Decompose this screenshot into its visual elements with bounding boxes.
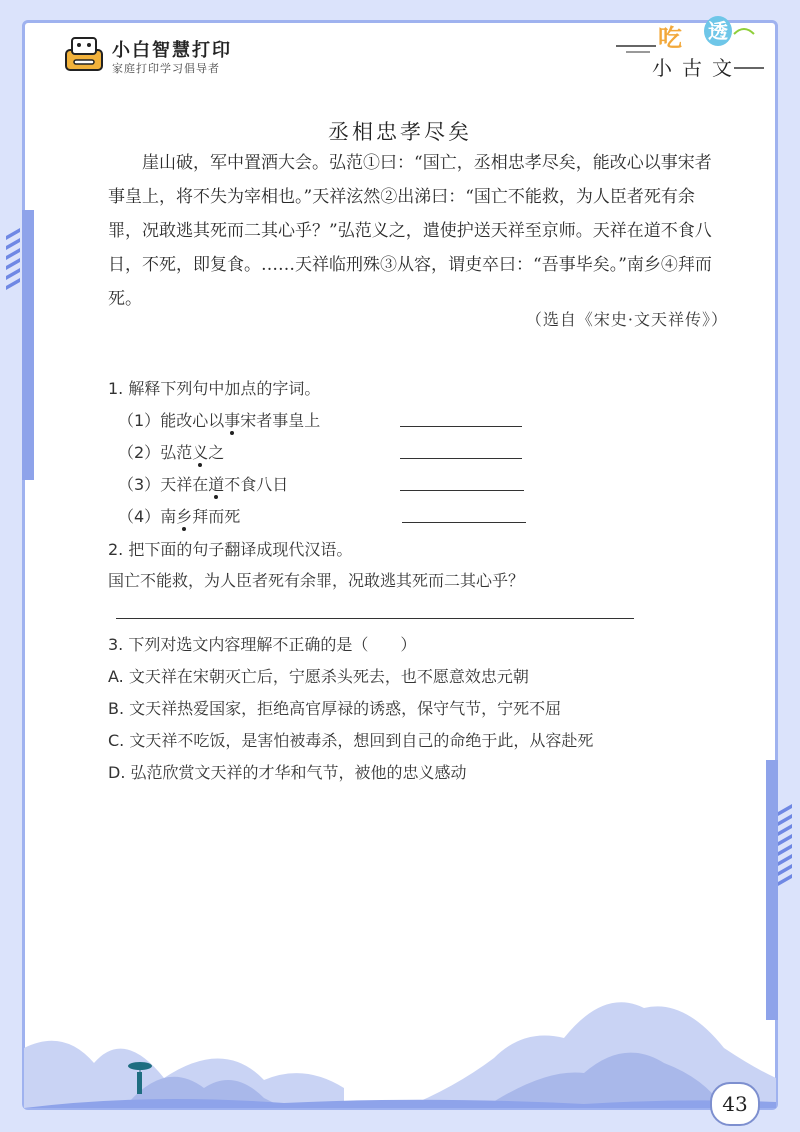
page-number: 43 (710, 1082, 760, 1126)
q1-item-4 (118, 504, 240, 527)
q1-item-1 (118, 408, 320, 431)
q1-item-text: 天祥在 (160, 475, 209, 494)
q1-item-text: 宋者事皇上 (240, 411, 321, 430)
logo-subtitle: 家庭打印学习倡导者 (112, 62, 220, 75)
brand-mark (612, 12, 772, 82)
q1-item-text: 不食八日 (224, 475, 289, 494)
dotted-word: 道 (208, 475, 225, 494)
dotted-word: 义 (192, 443, 209, 462)
brand-char-tou: 透 (704, 16, 732, 46)
answer-blank-2[interactable] (400, 458, 522, 459)
logo (62, 34, 302, 78)
answer-blank-4[interactable] (402, 522, 526, 523)
article-paragraph: 崖山破，军中置酒大会。弘范①曰：“国亡，丞相忠孝尽矣，能改心以事宋者事皇上，将不失为宰相也。”天祥泫然②出涕曰：“国亡不能救，为人臣者死有余罪，况敢逃其死而二其心乎？”弘范义之，遣使护送天祥至京师。天祥在道不食八日，不死，即复食。……天祥临刑殊③从容，谓吏卒曰：“吾事毕矣。”南乡④拜而死。 (108, 153, 712, 309)
article-title: 丞相忠孝尽矣 (328, 120, 472, 144)
q1-item-text: 拜而死 (192, 507, 241, 526)
q1-item-text: 弘范 (160, 443, 193, 462)
brand-subtitle: 小古文 (652, 56, 742, 80)
q1-item-num: （1） (118, 411, 161, 430)
right-stripes-decoration (778, 808, 792, 888)
question-1-prompt: 1. 解释下列句中加点的字词。 (108, 379, 321, 398)
q1-item-2 (118, 440, 224, 463)
option-b[interactable]: B. 文天祥热爱国家，拒绝高官厚禄的诱惑，保守气节，宁死不屈 (108, 699, 562, 718)
option-c[interactable]: C. 文天祥不吃饭，是害怕被毒杀，想回到自己的命绝于此，从容赴死 (108, 731, 594, 750)
dotted-word: 事 (224, 411, 241, 430)
article-source: （选自《宋史·文天祥传》） (525, 310, 728, 329)
option-d[interactable]: D. 弘范欣赏文天祥的才华和气节，被他的忠义感动 (108, 763, 467, 782)
q1-item-3 (118, 472, 288, 495)
brand-char-chi: 吃 (658, 24, 682, 52)
dotted-word: 乡 (176, 507, 193, 526)
question-2-prompt: 2. 把下面的句子翻译成现代汉语。 (108, 540, 353, 559)
article-body (108, 146, 728, 316)
q1-item-text: 能改心以 (160, 411, 225, 430)
question-2-sentence: 国亡不能救，为人臣者死有余罪，况敢逃其死而二其心乎？ (108, 571, 525, 590)
question-3-prompt: 3. 下列对选文内容理解不正确的是（ ） (108, 635, 417, 654)
q1-item-num: （4） (118, 507, 161, 526)
q1-item-num: （3） (118, 475, 161, 494)
left-frame-notch (22, 210, 34, 480)
answer-blank-1[interactable] (400, 426, 522, 427)
printer-logo-icon (62, 34, 106, 74)
answer-blank-3[interactable] (400, 490, 524, 491)
logo-title: 小白智慧打印 (112, 40, 232, 61)
option-a[interactable]: A. 文天祥在宋朝灭亡后，宁愿杀头死去，也不愿意效忠元朝 (108, 667, 529, 686)
q1-item-text: 南 (160, 507, 177, 526)
q1-item-num: （2） (118, 443, 161, 462)
mountain-landscape-decoration (24, 968, 776, 1108)
q1-item-text: 之 (208, 443, 225, 462)
translation-answer-line[interactable] (116, 618, 634, 619)
left-stripes-decoration (6, 232, 20, 292)
